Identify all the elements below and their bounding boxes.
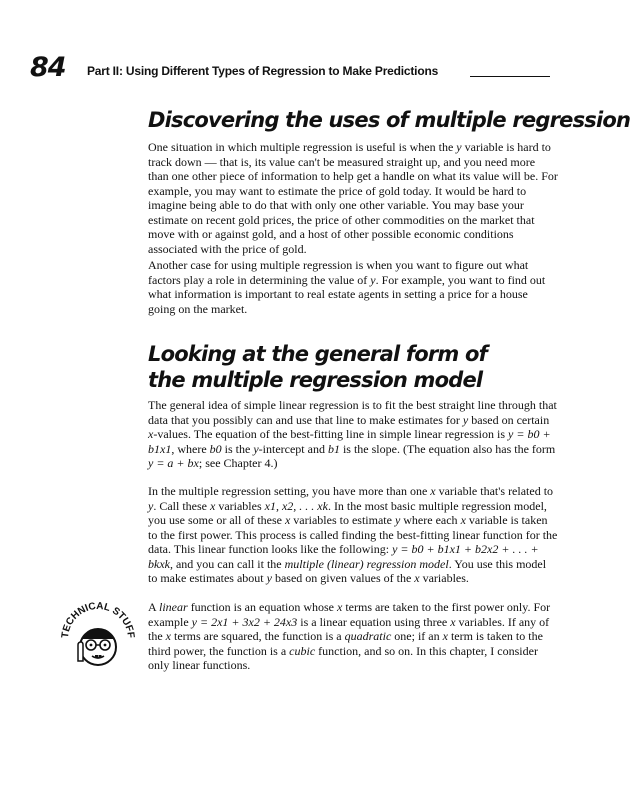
equation-example: y = 2x1 + 3x2 + 24x3: [191, 614, 298, 629]
technical-stuff-label: TECHNICAL STUFF: [59, 600, 137, 639]
technical-stuff-icon: [58, 595, 138, 675]
running-title: Part II: Using Different Types of Regression to Make Predictions: [87, 64, 439, 78]
header-rule: [470, 76, 550, 77]
equation-simple: y = b0 + b1x1: [148, 427, 551, 456]
paragraph-general-form-1: The general idea of simple linear regression is to fit the best straight line through that data that you possibly can and use that line to make estimates for y based on certain x-values. The equation of the best-fitting line in simple linear regression is y = b0 + b1x1, where b0 is the y-intercept and b1 is the slope. (The equation also has the form y = a + bx; see Chapter 4.): [148, 398, 557, 470]
section-heading-general-form-line2: the multiple regression model: [148, 368, 483, 392]
term-multiple-regression-model: multiple (linear) regression model: [284, 556, 449, 571]
equation-multiple: y = b0 + b1x1 + b2x2 + . . . + bkxk: [148, 542, 539, 571]
paragraph-technical-stuff: A linear function is an equation whose x terms are taken to the first power only. For example y = 2x1 + 3x2 + 24x3 is a linear equation using three x variables. If any of the x terms are squared, the function is a quadratic one; if an x term is taken to the third power, the function is a cubic function, and so on. In this chapter, I consider only linear functions.: [148, 600, 551, 672]
paragraph-uses-1: One situation in which multiple regression is useful is when the y variable is hard to track down — that is, its value can't be measured straight up, and you need more than one other piece of information to help get a handle on what its value will be. For example, you may want to estimate the price of gold today. It would be hard to imagine being able to do that with only one other variable. You may base your estimate on recent gold prices, the price of other commodities on the market that move with or against gold, and a host of other possible economic conditions associated with the price of gold.: [148, 140, 558, 256]
page-number: 84: [30, 52, 66, 83]
paragraph-uses-2: Another case for using multiple regression is when you want to figure out what factors play a role in determining the value of y. For example, you want to find out what information is important to real estate agents in setting a price for a house going on the market.: [148, 258, 546, 316]
section-heading-general-form-line1: Looking at the general form of: [148, 342, 487, 366]
section-heading-uses: Discovering the uses of multiple regression: [148, 108, 631, 132]
variable-list: x1, x2, . . . xk: [264, 498, 328, 513]
paragraph-general-form-2: In the multiple regression setting, you have more than one x variable that's related to y. Call these x variables x1, x2, . . . xk. In the most basic multiple regression model, you use some or all of these x variables to estimate y where each x variable is taken to the first power. This process is called finding the best-fitting linear function for the data. This linear function looks like the following: y = b0 + b1x1 + b2x2 + . . . + bkxk, and you can call it the multiple (linear) regression model. You use this model to make estimates about y based on given values of the x variables.: [148, 484, 558, 585]
